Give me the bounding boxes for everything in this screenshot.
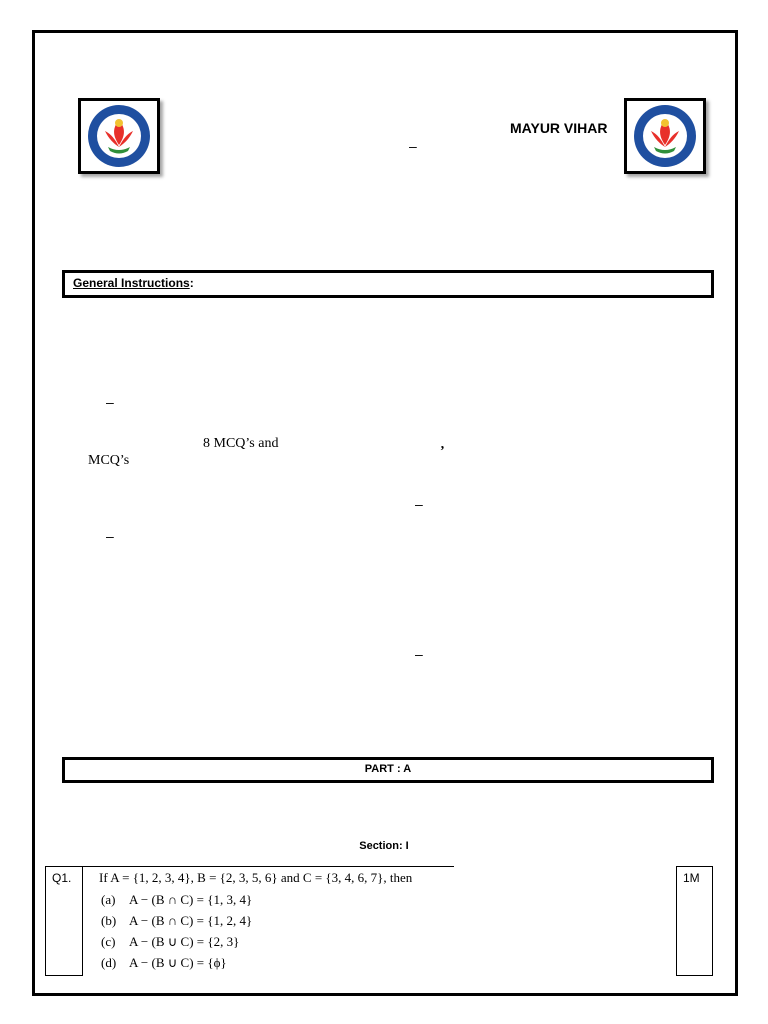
question-text: If A = {1, 2, 3, 4}, B = {2, 3, 5, 6} and C = {3, 4, 6, 7}, then bbox=[99, 870, 413, 885]
question-divider bbox=[82, 866, 454, 867]
question-option: (a) A − (B ∩ C) = {1, 3, 4} bbox=[101, 892, 253, 907]
school-crest-icon bbox=[78, 98, 160, 174]
instruction-text: 8 MCQ’s and bbox=[203, 436, 279, 451]
instruction-dash: – bbox=[415, 646, 423, 662]
general-instructions-box bbox=[62, 270, 714, 298]
school-name: MAYUR VIHAR bbox=[510, 120, 608, 136]
instruction-dash: – bbox=[106, 528, 114, 544]
question-option: (b) A − (B ∩ C) = {1, 2, 4} bbox=[101, 913, 253, 928]
question-number-cell bbox=[45, 866, 83, 976]
instruction-dash: – bbox=[106, 394, 114, 410]
school-crest-icon bbox=[624, 98, 706, 174]
question-marks: 1M bbox=[683, 871, 700, 885]
part-header-box bbox=[62, 757, 714, 783]
part-label: PART : A bbox=[364, 763, 412, 775]
question-option: (c) A − (B ∪ C) = {2, 3} bbox=[101, 934, 240, 949]
question-table bbox=[45, 866, 713, 976]
question-option: (d) A − (B ∪ C) = {ϕ} bbox=[101, 955, 227, 970]
header-dash: – bbox=[409, 138, 417, 154]
general-instructions-title: General Instructions: bbox=[73, 276, 194, 290]
instruction-dash: – bbox=[415, 496, 423, 512]
question-number: Q1. bbox=[52, 871, 72, 885]
instruction-text: MCQ’s bbox=[88, 453, 130, 468]
marks-cell bbox=[676, 866, 713, 976]
section-label: Section: I bbox=[359, 840, 409, 852]
instruction-comma: ’ bbox=[440, 444, 445, 459]
